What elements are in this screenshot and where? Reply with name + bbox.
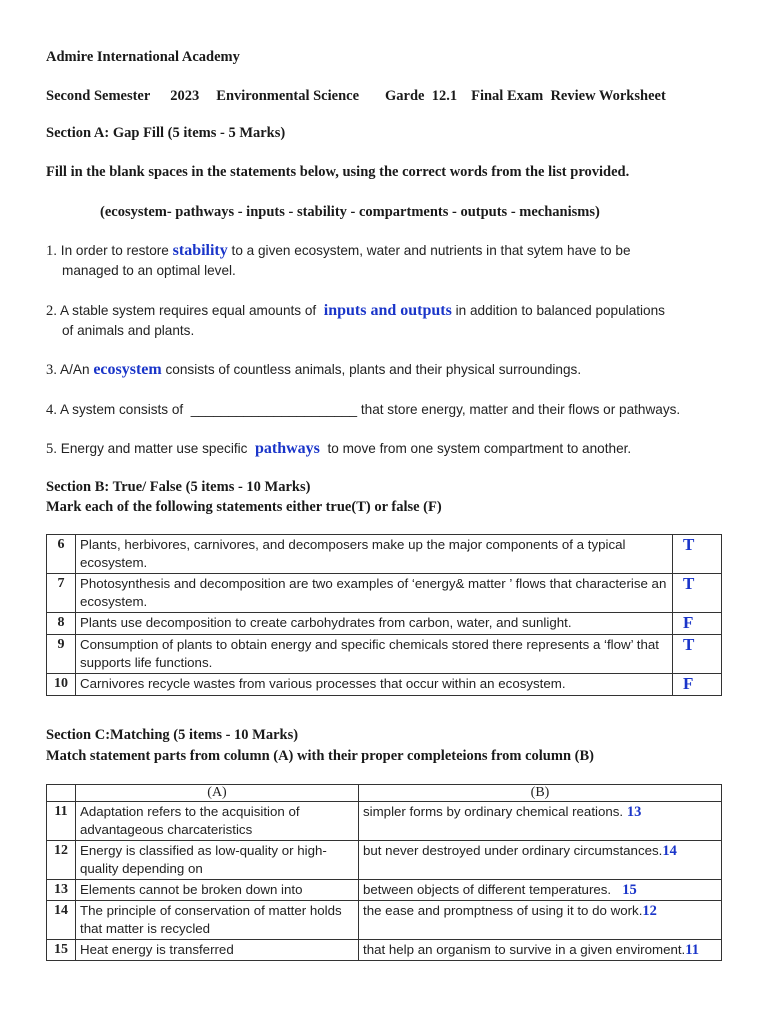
word-list: (ecosystem- pathways - inputs - stability - compartments - outputs - mechanisms) [100,204,600,220]
match-answer: 14 [662,843,677,859]
question-1: 1. In order to restore stability to a given ecosystem, water and nutrients in that sytem have to be managed to an optimal level. [46,242,631,278]
column-a-text: Heat energy is transferred [76,940,359,961]
column-b-cell[interactable] [359,901,722,940]
worksheet-title: Final Exam Review Worksheet [471,88,666,104]
statement: Photosynthesis and decomposition are two examples of ‘energy& matter ’ flows that characterise an ecosystem. [76,574,673,613]
table-row [47,535,722,574]
column-b-cell[interactable] [359,841,722,880]
column-a-text: Elements cannot be broken down into [76,880,359,901]
answer-cell[interactable] [673,574,722,613]
column-b-text: but never destroyed under ordinary circumstances. [363,843,663,858]
answer: ecosystem [93,361,162,378]
column-b-text: the ease and promptness of using it to do work. [363,903,643,918]
answer: pathways [255,440,320,457]
table-row [47,841,722,880]
item-number: 10 [47,674,76,696]
item-number: 15 [47,940,76,961]
statement: Plants, herbivores, carnivores, and decomposers make up the major components of a typical ecosystem. [76,535,673,574]
answer-cell[interactable] [673,635,722,674]
column-b-text: between objects of different temperatures. [363,882,623,897]
matching-table [46,784,722,961]
table-row [47,940,722,961]
item-number: 6 [47,535,76,574]
answer: stability [172,242,228,259]
semester: Second Semester [46,88,151,104]
column-a-text: The principle of conservation of matter holds that matter is recycled [76,901,359,940]
subject: Environmental Science [216,88,360,104]
section-c-instruction: Match statement parts from column (A) with their proper completeions from column (B) [46,748,594,764]
column-a-header: (A) [76,785,359,802]
table-row [47,802,722,841]
grade: Garde 12.1 [385,88,458,104]
tf-answer: T [683,535,695,554]
match-answer: 13 [626,804,642,820]
table-row [47,635,722,674]
table-row [47,880,722,901]
item-number: 13 [47,880,76,901]
tf-answer: F [683,674,694,693]
column-b-cell[interactable] [359,880,722,901]
match-answer: 12 [642,903,657,919]
worksheet-header [46,88,666,105]
tf-answer: T [683,635,695,654]
school-name: Admire International Academy [46,49,240,65]
true-false-table [46,534,722,696]
column-b-text: that help an organism to survive in a given enviroment. [363,942,686,957]
match-answer: 15 [622,882,637,898]
item-number: 14 [47,901,76,940]
statement: Consumption of plants to obtain energy and specific chemicals stored there represents a ‘flow’ that supports life functions. [76,635,673,674]
statement: Plants use decomposition to create carbohydrates from carbon, water, and sunlight. [76,613,673,635]
section-b-instruction: Mark each of the following statements either true(T) or false (F) [46,499,442,515]
question-2: 2. A stable system requires equal amounts of inputs and outputs in addition to balanced populations of animals and plants. [46,302,665,338]
item-number: 7 [47,574,76,613]
answer-cell[interactable] [673,674,722,696]
column-a-text: Adaptation refers to the acquisition of advantageous charcateristics [76,802,359,841]
section-a-instruction: Fill in the blank spaces in the statements below, using the correct words from the list provided. [46,164,630,180]
section-b-heading: Section B: True/ False (5 items - 10 Marks) [46,479,311,495]
item-number: 11 [47,802,76,841]
column-b-header: (B) [359,785,722,802]
table-row [47,901,722,940]
item-number: 12 [47,841,76,880]
item-number: 8 [47,613,76,635]
answer: inputs and outputs [323,302,452,319]
section-a-heading: Section A: Gap Fill (5 items - 5 Marks) [46,125,286,141]
table-row [47,613,722,635]
match-answer: 11 [685,942,699,958]
answer-cell[interactable] [673,535,722,574]
year: 2023 [170,88,200,104]
question-3: 3. A/An ecosystem consists of countless animals, plants and their physical surroundings. [46,361,582,378]
statement: Carnivores recycle wastes from various processes that occur within an ecosystem. [76,674,673,696]
answer-cell[interactable] [673,613,722,635]
column-b-cell[interactable] [359,802,722,841]
column-b-cell[interactable] [359,940,722,961]
column-a-text: Energy is classified as low-quality or high-quality depending on [76,841,359,880]
question-5: 5. Energy and matter use specific pathways to move from one system compartment to another. [46,440,632,457]
table-row [47,674,722,696]
section-c-heading: Section C:Matching (5 items - 10 Marks) [46,727,299,743]
answer-blank[interactable]: ______________________ [190,402,358,417]
tf-answer: F [683,613,694,632]
tf-answer: T [683,574,695,593]
question-4: 4. A system consists of ______________________ that store energy, matter and their flows or pathways. [46,402,681,418]
item-number: 9 [47,635,76,674]
column-b-text: simpler forms by ordinary chemical reations. [363,804,627,819]
table-row [47,574,722,613]
